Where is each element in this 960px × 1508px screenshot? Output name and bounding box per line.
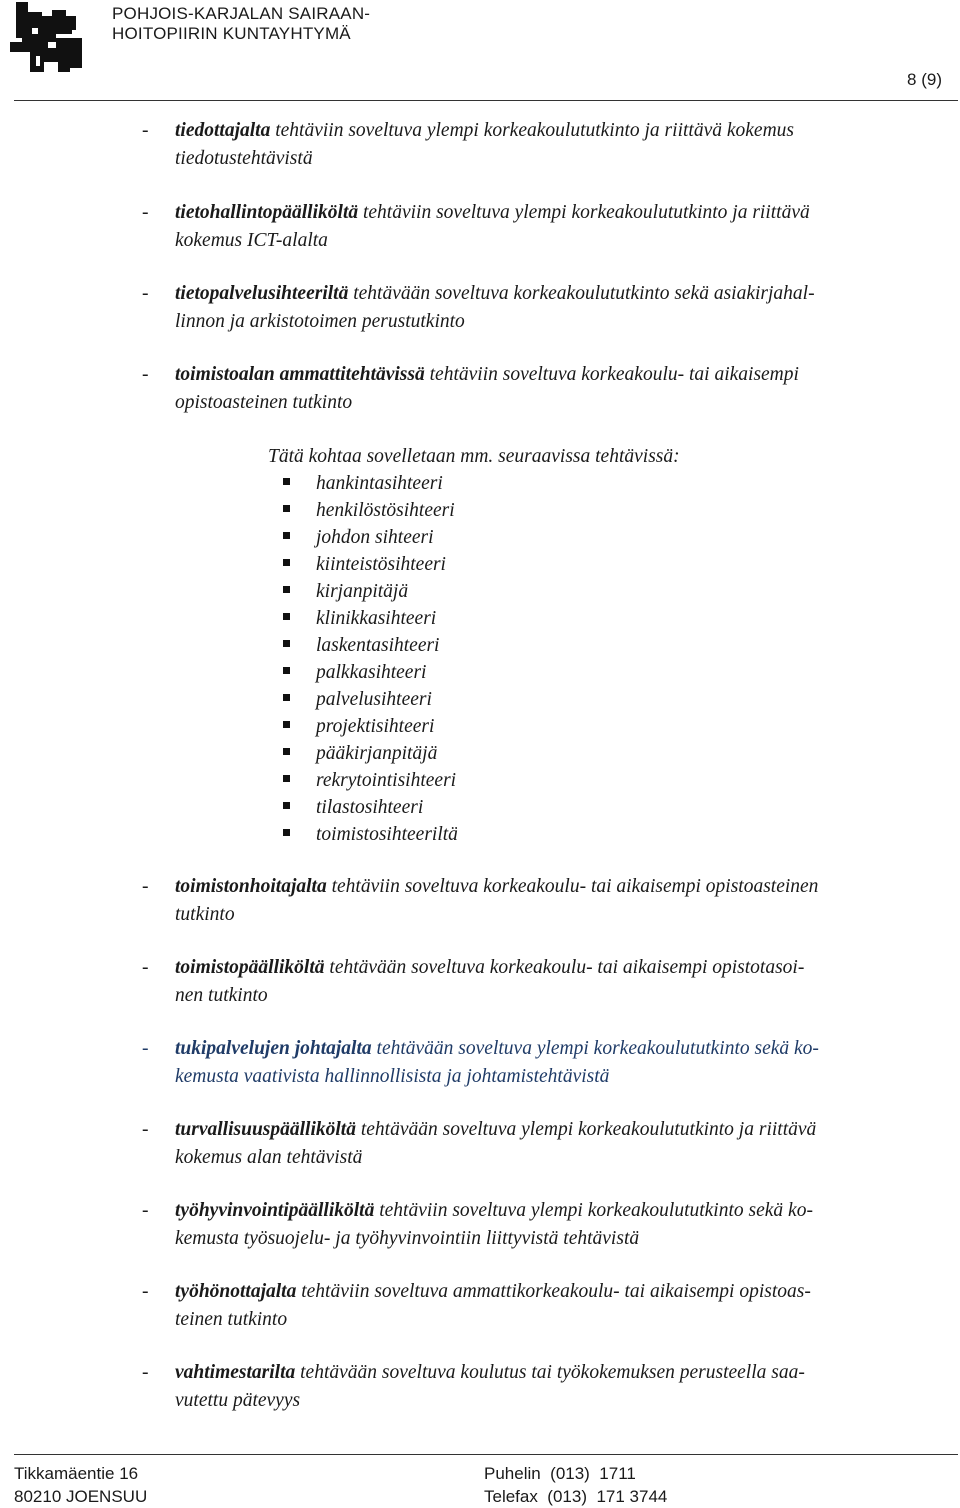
- list-item-text: tehtäviin soveltuva ylempi korkeakoulututkinto ja riittävä kokemus: [270, 120, 794, 141]
- square-bullet-icon: [283, 775, 290, 782]
- list-item-text-continued: teinen tutkinto: [175, 1309, 288, 1330]
- list-item: [142, 1116, 955, 1172]
- square-bullet-icon: [283, 478, 290, 485]
- list-item-text-continued: vutettu pätevyys: [175, 1390, 301, 1411]
- square-bullet-icon: [283, 532, 290, 539]
- list-item-text: tehtävään soveltuva koulutus tai työkokemuksen perusteella saa-: [295, 1362, 805, 1383]
- job-title-label: henkilöstösihteeri: [316, 500, 455, 521]
- list-item-text-continued: tiedotustehtävistä: [175, 148, 313, 169]
- list-item-text: tehtäviin soveltuva ammattikorkeakoulu- tai aikaisempi opistoas-: [296, 1281, 811, 1302]
- footer-street: Tikkamäentie 16: [14, 1464, 139, 1483]
- job-title-label: pääkirjanpitäjä: [316, 743, 438, 764]
- job-title-item: [283, 821, 458, 848]
- list-item-text: tehtävään soveltuva korkeakoulu- tai aikaisempi opistotasoi-: [324, 957, 805, 978]
- square-bullet-icon: [283, 640, 290, 647]
- applies-to-note: Tätä kohtaa sovelletaan mm. seuraavissa tehtävissä:: [268, 446, 680, 467]
- square-bullet-icon: [283, 694, 290, 701]
- list-dash: -: [142, 876, 149, 897]
- list-item-term: työhönottajalta: [175, 1281, 297, 1302]
- list-dash: -: [142, 1200, 149, 1221]
- job-titles-list: [283, 470, 458, 848]
- job-title-label: laskentasihteeri: [316, 635, 440, 656]
- job-title-item: [283, 632, 458, 659]
- footer-phone: Puhelin (013) 1711: [484, 1464, 636, 1483]
- job-title-item: [283, 497, 458, 524]
- list-dash: -: [142, 1038, 149, 1059]
- list-item-term: toimistonhoitajalta: [175, 876, 327, 897]
- list-item-term: turvallisuuspäälliköltä: [175, 1119, 356, 1140]
- list-item-text-continued: kemusta vaativista hallinnollisista ja johtamistehtävistä: [175, 1066, 610, 1087]
- job-title-item: [283, 470, 458, 497]
- header-divider: [14, 100, 958, 101]
- job-title-item: [283, 686, 458, 713]
- footer-fax: Telefax (013) 171 3744: [484, 1487, 668, 1506]
- footer-divider: [14, 1454, 958, 1455]
- list-item-term: tietohallintopäälliköltä: [175, 202, 359, 223]
- list-dash: -: [142, 1119, 149, 1140]
- list-item: [142, 361, 955, 417]
- list-item: [142, 954, 955, 1010]
- list-dash: -: [142, 957, 149, 978]
- job-title-item: [283, 740, 458, 767]
- job-title-label: hankintasihteeri: [316, 473, 443, 494]
- list-item: [142, 873, 955, 929]
- job-title-label: johdon sihteeri: [316, 527, 434, 548]
- list-item: [142, 1197, 955, 1253]
- list-item-text-continued: kokemus ICT-alalta: [175, 230, 328, 251]
- square-bullet-icon: [283, 559, 290, 566]
- list-item-term: toimistoalan ammattitehtävissä: [175, 364, 425, 385]
- job-title-item: [283, 794, 458, 821]
- list-item: [142, 199, 955, 255]
- square-bullet-icon: [283, 721, 290, 728]
- organization-name: [112, 4, 370, 44]
- list-item-text: tehtäviin soveltuva korkeakoulu- tai aikaisempi: [424, 364, 799, 385]
- list-item-text-continued: kokemus alan tehtävistä: [175, 1147, 363, 1168]
- list-item-text: tehtävään soveltuva ylempi korkeakoulututkinto ja riittävä: [355, 1119, 817, 1140]
- job-title-label: kirjanpitäjä: [316, 581, 409, 602]
- job-title-item: [283, 524, 458, 551]
- job-title-item: [283, 551, 458, 578]
- hospital-district-logo-icon: [10, 2, 106, 74]
- square-bullet-icon: [283, 586, 290, 593]
- job-title-label: toimistosihteeriltä: [316, 824, 458, 845]
- list-dash: -: [142, 202, 149, 223]
- list-item: [142, 1359, 955, 1415]
- list-item-term: työhyvinvointipäälliköltä: [175, 1200, 375, 1221]
- list-item-text-continued: linnon ja arkistotoimen perustutkinto: [175, 311, 465, 332]
- job-title-item: [283, 578, 458, 605]
- page-number: 8 (9): [907, 70, 942, 89]
- square-bullet-icon: [283, 667, 290, 674]
- list-item: [142, 280, 955, 336]
- list-dash: -: [142, 364, 149, 385]
- list-item-text-continued: kemusta työsuojelu- ja työhyvinvointiin liittyvistä tehtävistä: [175, 1228, 640, 1249]
- list-dash: -: [142, 283, 149, 304]
- list-item-text: tehtäviin soveltuva ylempi korkeakoulututkinto ja riittävä: [358, 202, 810, 223]
- job-title-label: palkkasihteeri: [316, 662, 427, 683]
- job-title-label: tilastosihteeri: [316, 797, 424, 818]
- list-dash: -: [142, 1281, 149, 1302]
- list-item-text: tehtäviin soveltuva ylempi korkeakoulututkinto sekä ko-: [374, 1200, 813, 1221]
- list-item: [142, 117, 955, 173]
- organization-name-line2: HOITOPIIRIN KUNTAYHTYMÄ: [112, 24, 351, 43]
- job-title-label: klinikkasihteeri: [316, 608, 437, 629]
- square-bullet-icon: [283, 829, 290, 836]
- list-dash: -: [142, 1362, 149, 1383]
- list-item-term: tiedottajalta: [175, 120, 271, 141]
- list-item-text: tehtäviin soveltuva korkeakoulu- tai aikaisempi opistoasteinen: [326, 876, 819, 897]
- job-title-label: rekrytointisihteeri: [316, 770, 457, 791]
- square-bullet-icon: [283, 748, 290, 755]
- job-title-item: [283, 713, 458, 740]
- square-bullet-icon: [283, 802, 290, 809]
- list-item-text: tehtävään soveltuva korkeakoulututkinto sekä asiakirjahal-: [348, 283, 815, 304]
- square-bullet-icon: [283, 505, 290, 512]
- organization-name-line1: POHJOIS-KARJALAN SAIRAAN-: [112, 4, 371, 23]
- list-item-text-continued: tutkinto: [175, 904, 235, 925]
- list-item-text-continued: opistoasteinen tutkinto: [175, 392, 353, 413]
- square-bullet-icon: [283, 613, 290, 620]
- footer-postal: 80210 JOENSUU: [14, 1487, 148, 1506]
- footer-address: [14, 1462, 147, 1508]
- list-item-term: tietopalvelusihteeriltä: [175, 283, 349, 304]
- job-title-item: [283, 659, 458, 686]
- list-item-text: tehtävään soveltuva ylempi korkeakoulututkinto sekä ko-: [371, 1038, 819, 1059]
- list-item-term: vahtimestarilta: [175, 1362, 296, 1383]
- list-item-term: toimistopäälliköltä: [175, 957, 325, 978]
- job-title-label: projektisihteeri: [316, 716, 435, 737]
- list-item: [142, 1278, 955, 1334]
- list-item-term: tukipalvelujen johtajalta: [175, 1038, 372, 1059]
- list-item: [142, 1035, 955, 1091]
- list-item-text-continued: nen tutkinto: [175, 985, 268, 1006]
- job-title-item: [283, 605, 458, 632]
- footer-contact: [484, 1462, 667, 1508]
- list-dash: -: [142, 120, 149, 141]
- job-title-item: [283, 767, 458, 794]
- job-title-label: kiinteistösihteeri: [316, 554, 446, 575]
- job-title-label: palvelusihteeri: [316, 689, 432, 710]
